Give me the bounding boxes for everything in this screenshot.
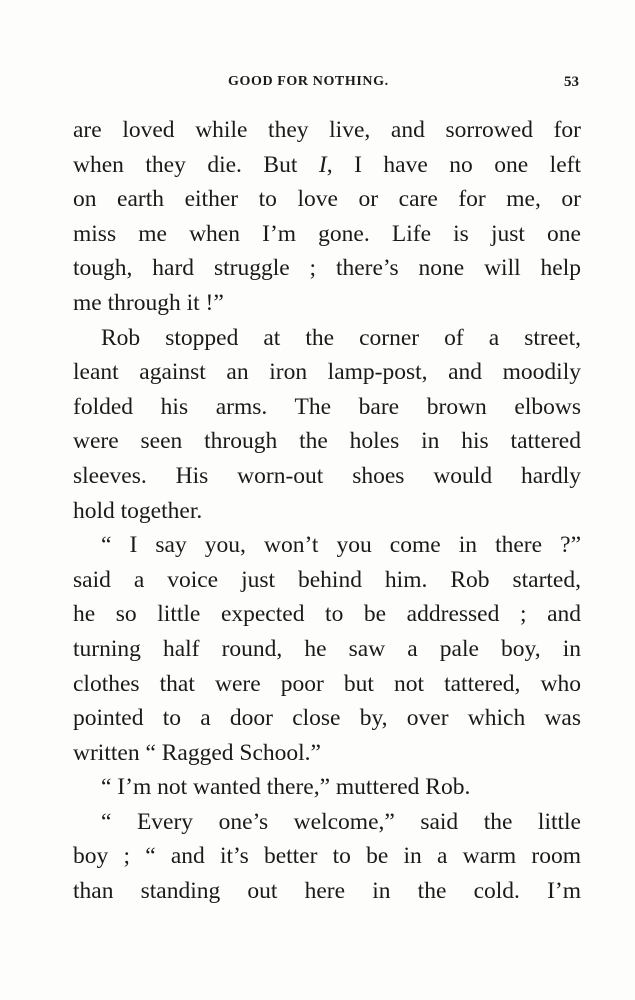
text-line: when they die. But I, I have no one left — [73, 151, 581, 178]
text-line: “ Every one’s welcome,” said the little — [101, 808, 581, 835]
text-line: me through it !” — [73, 289, 224, 316]
text-line: written “ Ragged School.” — [73, 739, 321, 766]
text-line: than standing out here in the cold. I’m — [73, 878, 581, 905]
text-line: clothes that were poor but not tattered, who — [73, 670, 581, 697]
text-line: he so little expected to be addressed ; and — [73, 601, 581, 628]
page-number: 53 — [564, 74, 579, 90]
text-line: pointed to a door close by, over which was — [73, 705, 581, 732]
text-line: hold together. — [73, 497, 203, 524]
emphasis: I — [318, 151, 327, 178]
text-line: miss me when I’m gone. Life is just one — [73, 220, 581, 247]
text-line: leant against an iron lamp-post, and moodily — [73, 359, 581, 386]
text-line: on earth either to love or care for me, or — [73, 186, 581, 213]
text-line: are loved while they live, and sorrowed for — [73, 117, 581, 143]
text-line: were seen through the holes in his tattered — [73, 428, 581, 455]
running-head — [0, 74, 635, 98]
text-line: turning half round, he saw a pale boy, in — [73, 635, 581, 662]
text-line: “ I say you, won’t you come in there ?” — [101, 532, 581, 559]
text-line: Rob stopped at the corner of a street, — [101, 324, 581, 351]
running-title: GOOD FOR NOTHING. — [228, 74, 389, 89]
text-line: “ I’m not wanted there,” muttered Rob. — [101, 774, 471, 801]
text-line: said a voice just behind him. Rob started, — [73, 566, 581, 593]
text-line: sleeves. His worn-out shoes would hardly — [73, 462, 581, 489]
text-line: tough, hard struggle ; there’s none will help — [73, 255, 581, 282]
text-line: boy ; “ and it’s better to be in a warm room — [73, 843, 581, 870]
body-text — [73, 113, 581, 909]
text-line: folded his arms. The bare brown elbows — [73, 393, 581, 420]
